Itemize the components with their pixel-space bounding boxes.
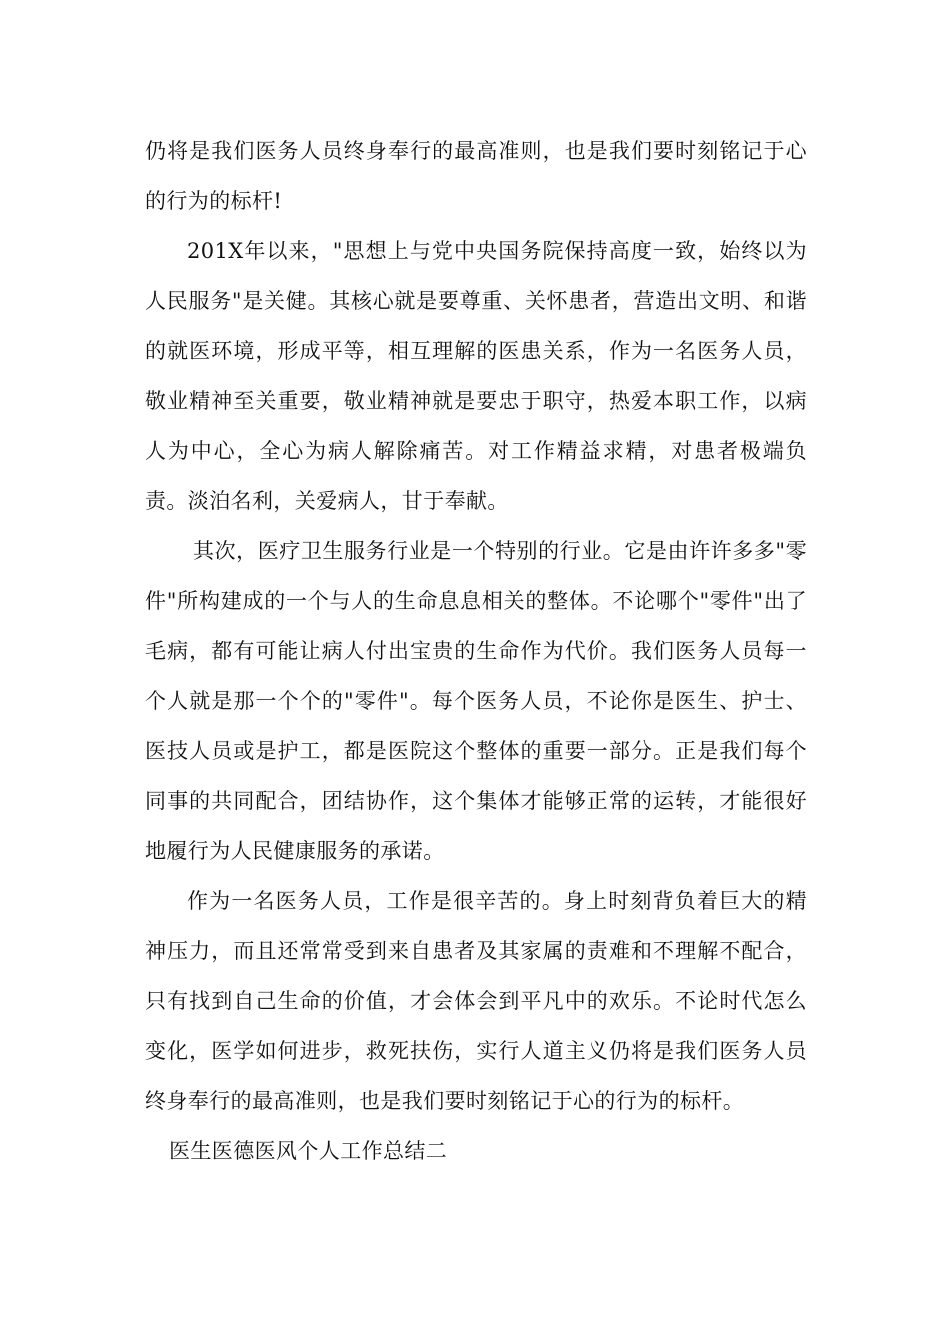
document-body	[145, 126, 807, 1176]
paragraph-hardship: 作为一名医务人员，工作是很辛苦的。身上时刻背负着巨大的精神压力，而且还常常受到来自患者及其家属的责难和不理解不配合，只有找到自己生命的价值，才会体会到平凡中的欢乐。不论时代怎么变化，医学如何进步，救死扶伤，实行人道主义仍将是我们医务人员终身奉行的最高准则，也是我们要时刻铭记于心的行为的标杆。	[145, 889, 807, 1113]
paragraph-dedication: 201X年以来，"思想上与党中央国务院保持高度一致，始终以为人民服务"是关健。其核心就是要尊重、关怀患者，营造出文明、和谐的就医环境，形成平等，相互理解的医患关系，作为一名医务人员，敬业精神至关重要，敬业精神就是要忠于职守，热爱本职工作，以病人为中心，全心为病人解除痛苦。对工作精益求精，对患者极端负责。淡泊名利，关爱病人，甘于奉献。	[145, 239, 807, 513]
section-heading: 医生医德医风个人工作总结二	[169, 1139, 448, 1163]
paragraph-teamwork: 其次，医疗卫生服务行业是一个特别的行业。它是由许许多多"零件"所构建成的一个与人的生命息息相关的整体。不论哪个"零件"出了毛病，都有可能让病人付出宝贵的生命作为代价。我们医务人员每一个人就是那一个个的"零件"。每个医务人员，不论你是医生、护士、医技人员或是护工，都是医院这个整体的重要一部分。正是我们每个同事的共同配合，团结协作，这个集体才能够正常的运转，才能很好地履行为人民健康服务的承诺。	[145, 539, 807, 863]
paragraph-continuation: 仍将是我们医务人员终身奉行的最高准则，也是我们要时刻铭记于心的行为的标杆!	[145, 139, 807, 213]
